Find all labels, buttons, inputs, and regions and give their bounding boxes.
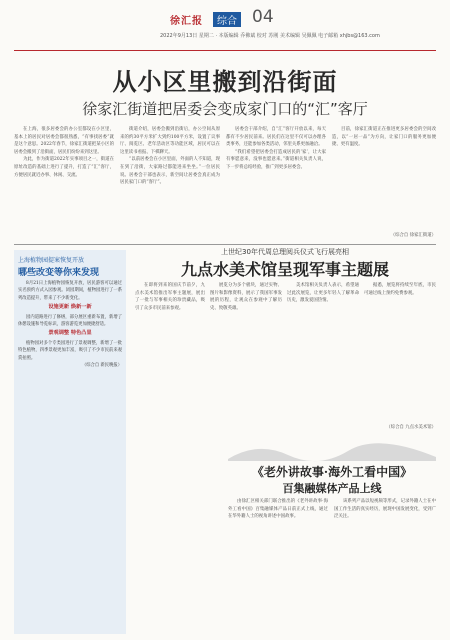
sub-story-column-2 [210, 282, 282, 432]
subheadline: 徐家汇街道把居委会变成家门口的“汇”客厅 [82, 100, 368, 118]
paragraph: 在上海，很多居委会的办公室都设在小区里，基本上的居民对居委会都很熟悉，“有事找居委”就是这个意思。2022年春节，徐家汇街道把某小区的居委会搬到了沿街面，居民们纷纷来到这里。 [14, 127, 114, 155]
paragraph: 据悉，展览将持续至年底，市民可通过线上预约免费参观。 [364, 283, 436, 296]
section-label: 综合 [213, 12, 241, 27]
paragraph: 园内道路进行了修缮，部分展区重新布置，新增了休憩设施和导览标识，游客游览更加便捷舒适。 [18, 314, 122, 328]
main-article-column-4 [332, 126, 436, 230]
paragraph: 植物园对多个专类园进行了景观调整，新增了一批特色植物，四季景观更加丰富，吸引了不少市民前来观赏拍照。 [18, 340, 122, 361]
paragraph: 8月21日上海植物园恢复开放，居民游客可以通过实名预约方式入园参观。闭园期间，植物园进行了一系列改造提升，带来了不少新变化。 [18, 281, 122, 301]
sidebar-subheading: 景观调整 特色凸显 [48, 330, 92, 337]
sub-story-signature: （综合自 九点水美术馆） [386, 425, 436, 430]
paragraph: 由徐汇区相关部门联合推出的《老外讲故事·海外工看中国》百集融媒体产品日前正式上线，通过在华外籍人士的视角讲述中国故事。 [228, 499, 328, 520]
third-story-subheadline: 百集融媒体产品上线 [282, 482, 382, 495]
third-story-column-1 [228, 498, 328, 634]
paragraph: 为此，作为街道2022年实事项目之一，街道在原址改造的基础上进行了提升，打造了“汇”客厅，方便居民就近办事、休闲、交流。 [14, 157, 114, 178]
sidebar-subheading: 设施更新 焕新一新 [48, 304, 92, 311]
third-story-headline: 《老外讲故事·海外工看中国》 [251, 465, 413, 479]
paragraph: 目前，徐家汇街道正在推进更多居委会的空间改造，以“一居一品”为方向，让家门口的服务更加便捷、更有温度。 [332, 127, 436, 148]
sidebar-body [18, 280, 122, 369]
paragraph: “以前居委会在小区里面，外面的人不知道，现在到了沿街，大家路过都能进来坐坐。”一位居民说。居委会干部也表示，新空间让居委会真正成为居民家门口的“客厅”。 [120, 157, 220, 186]
sidebar-kicker: 上海植物园提案恢复开放 [18, 257, 85, 264]
paragraph: 居委会干部介绍，自“汇”客厅开放以来，每天都有不少居民前来。居民们在这里不仅可以办理各类事务，还能参加各类活动，邻里关系更加融洽。 [226, 127, 326, 148]
sub-story-column-3 [287, 282, 359, 432]
wave-ornament [228, 443, 436, 461]
sidebar-title: 哪些改变等你来发现 [18, 268, 100, 278]
sub-story-column-4 [364, 282, 436, 422]
main-article-column-3 [226, 126, 326, 244]
masthead-rule [14, 50, 436, 51]
date-line: 2022年9月13日 星期二 · 本版编辑 乔佛斌 校对 苏刚 美术编辑 吴佩佩 电子邮箱 xhjbs@163.com [160, 33, 380, 39]
paragraph: “我们希望把居委会打造成居民的‘家’，让大家有事愿意来，没事也愿意来。”街道相关负责人说，下一步将总结经验，推广到更多居委会。 [226, 149, 326, 170]
main-article-signature: （综合自 徐家汇街道） [390, 233, 436, 238]
third-story-column-2 [334, 498, 436, 634]
paragraph: 展览分为多个板块，通过实物、图片和影像资料，展示了我国军事发展的历程，让观众在参观中了解历史、致敬英雄。 [210, 283, 282, 311]
paragraph: 该系列产品以短视频等形式，记录外籍人士在中国工作生活的真实经历，展现中国发展变化，受到广泛关注。 [334, 499, 436, 520]
sidebar-signature: （综合自 新民晚报） [81, 363, 122, 369]
paragraph: 在即将到来的国庆节前夕，九点水美术馆推出军事主题展，展出了一批与军事相关的珍贵藏品，吸引了众多市民前来参观。 [135, 283, 205, 311]
main-article-column-2 [120, 126, 220, 244]
masthead [0, 0, 450, 52]
main-article-column-1 [14, 126, 114, 244]
paragraph: 街道介绍，居委会搬到沿街后，办公空间从原来的约30平方米扩大到约100平方米，设置了议事厅、阅览区、老年活动区等功能区域，居民可以在这里读书看报、下棋聊天。 [120, 127, 220, 155]
sidebar-box [14, 250, 126, 634]
sub-story-headline: 九点水美术馆呈现军事主题展 [180, 260, 389, 279]
sub-story-kicker: 上世纪30年代周总理阅兵仪式飞行展亮相 [221, 248, 349, 256]
page-number: 04 [252, 7, 274, 27]
paragraph: 美术馆相关负责人表示，希望通过此次展览，让更多年轻人了解革命历史，激发爱国热情。 [287, 283, 359, 304]
section-divider [14, 244, 436, 245]
headline: 从小区里搬到沿街面 [112, 67, 338, 96]
sub-story-column-1 [135, 282, 205, 632]
paper-name: 徐汇报 [170, 16, 203, 27]
